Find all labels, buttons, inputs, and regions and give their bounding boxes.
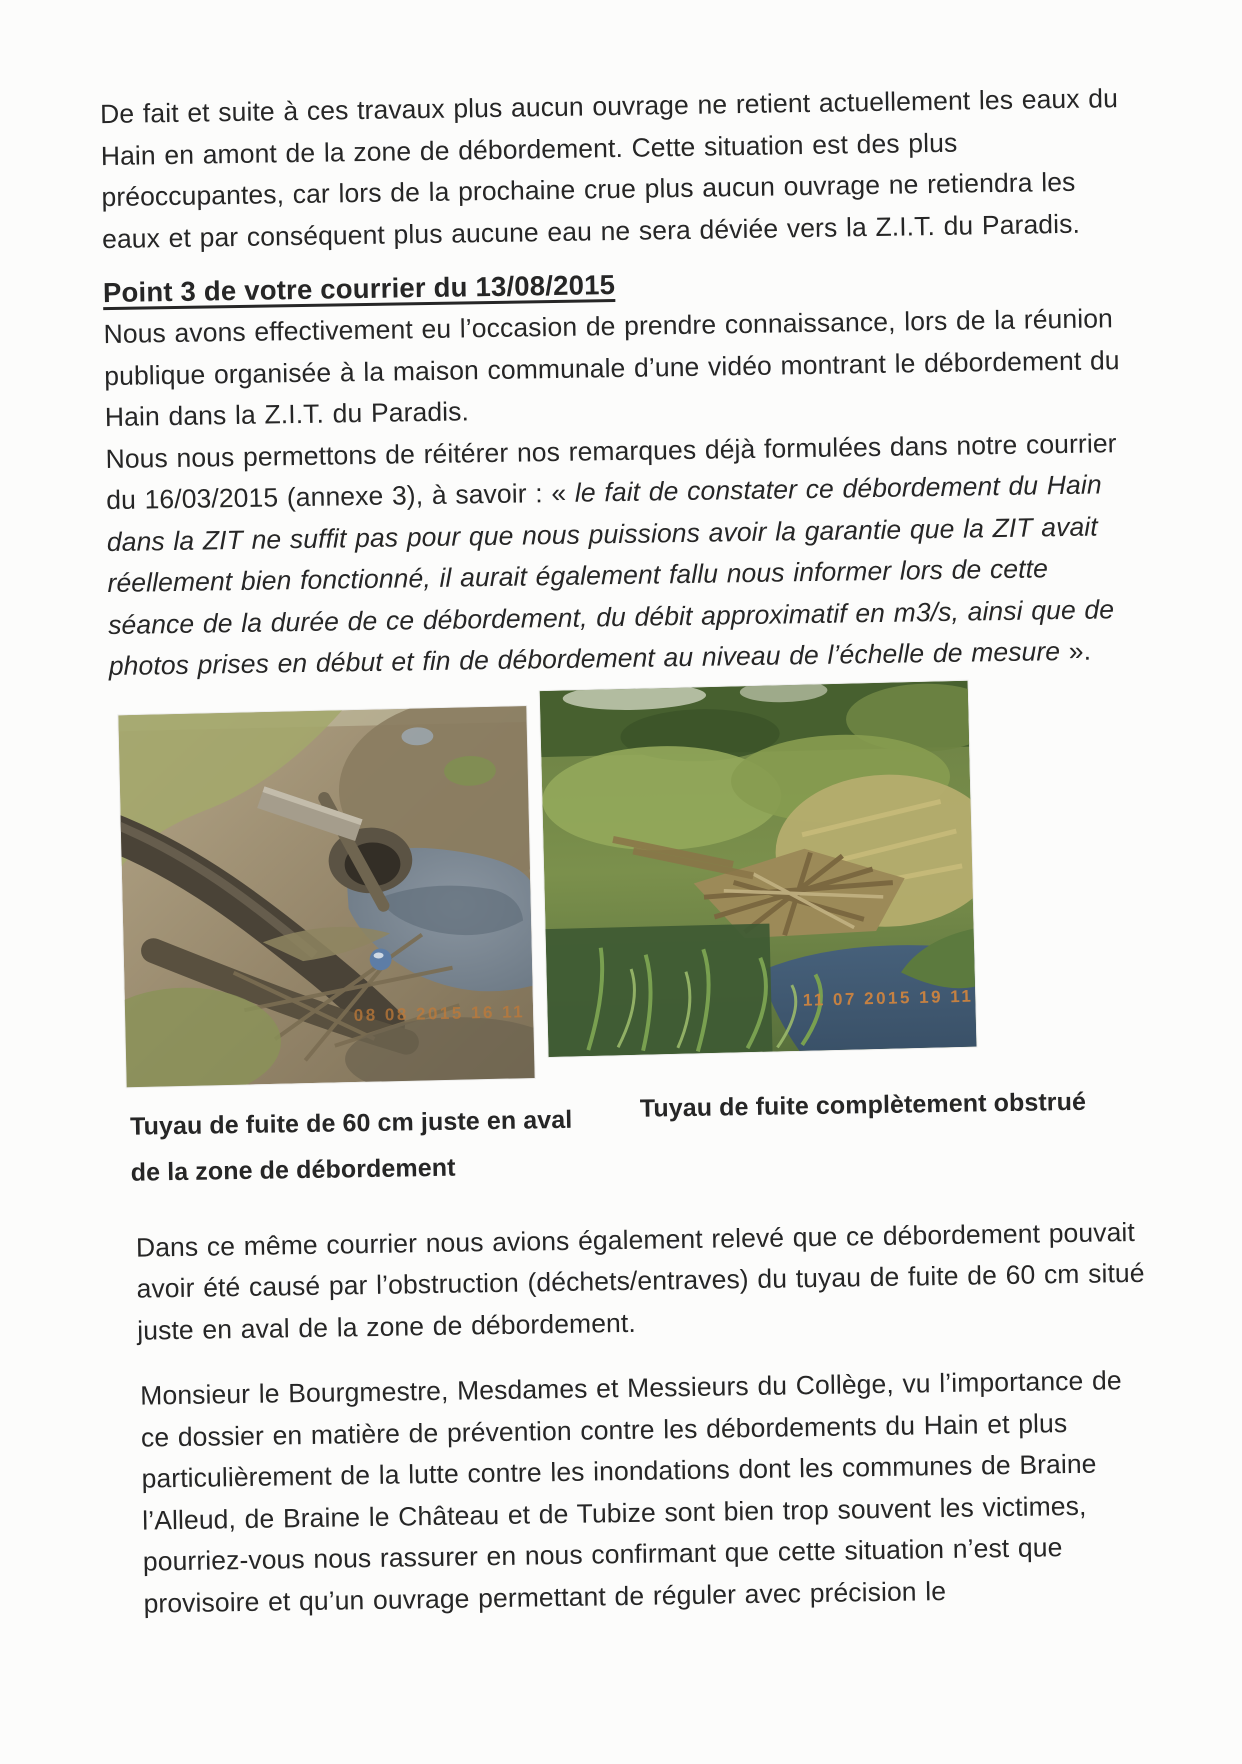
paragraph-intro: De fait et suite à ces travaux plus aucun ouvrage ne retient actuellement les eaux du Hain en amont de la zone de débordement. Cette situation est des plus préoccupantes, car lors de la prochaine crue plus aucun ouvrage ne retiendra les eaux et par conséquent plus aucune eau ne sera déviée vers la Z.I.T. du Paradis. bbox=[100, 78, 1128, 260]
caption-left-line1: Tuyau de fuite de 60 cm juste en aval bbox=[130, 1096, 583, 1149]
paragraph-conclusion: Monsieur le Bourgmestre, Mesdames et Messieurs du Collège, vu l’importance de ce dossier en matière de prévention contre les débordements du Hain et plus particulièrement de la lutte contre les inondations dont les communes de Braine l’Alleud, de Braine le Château et de Tubize sont bien trop souvent les victimes, pourriez-vous nous rassurer en nous confirmant que cette situation n’est que provisoire et qu’un ouvrage permettant de réguler avec précision le bbox=[140, 1360, 1152, 1625]
captions-row bbox=[130, 1087, 1143, 1195]
quote-outro: ». bbox=[1060, 636, 1091, 666]
photo-timestamp: 08 08 2015 16 11 bbox=[354, 1002, 526, 1026]
photo-timestamp: 11 07 2015 19 11 bbox=[803, 986, 974, 1010]
plants-bottom-left bbox=[545, 923, 772, 1056]
paragraph-obstruction: Dans ce même courrier nous avions également relevé que ce débordement pouvait avoir été causé par l’obstruction (déchets/entraves) du tuyau de fuite de 60 cm situé juste en aval de la zone de débordement. bbox=[136, 1211, 1148, 1351]
section-heading: Point 3 de votre courrier du 13/08/2015 bbox=[103, 261, 1129, 309]
quote-intro: Nous nous permettons de réitérer nos remarques déjà formulées dans notre courrier du 16/03/2015 (annexe 3), à savoir : « bbox=[105, 428, 1116, 515]
paragraph-quote bbox=[105, 422, 1135, 687]
paragraph-video: Nous avons effectivement eu l’occasion de prendre connaissance, lors de la réunion publique organisée à la maison communale d’une vidéo montrant le débordement du Hain dans la Z.I.T. du Paradis. bbox=[103, 298, 1131, 439]
caption-photo-left bbox=[130, 1096, 583, 1195]
photos-row bbox=[120, 697, 1142, 1085]
quote-italic-text: le fait de constater ce débordement du Hain dans la ZIT ne suffit pas pour que nous puissions avoir la garantie que la ZIT avait réellement bien fonctionné, il aurait également fallu nous informer lors de cette séance de la durée de ce débordement, du débit approximatif en m3/s, ainsi que de photos prises en début et fin de débordement au niveau de l’échelle de mesure bbox=[107, 469, 1115, 681]
photo-tuyau-obstrue bbox=[540, 680, 977, 1056]
photo-left-scene bbox=[118, 706, 534, 1087]
photo-tuyau-aval bbox=[118, 706, 534, 1087]
caption-left-line2: de la zone de débordement bbox=[130, 1142, 583, 1195]
caption-photo-right: Tuyau de fuite complètement obstrué bbox=[639, 1078, 1087, 1177]
